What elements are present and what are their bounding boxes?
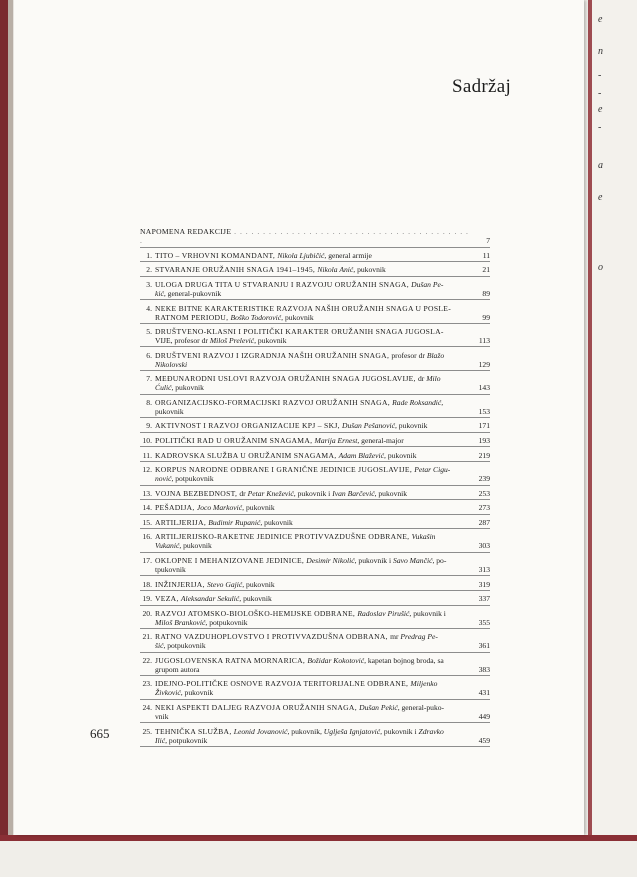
toc-entry-continuation (140, 641, 470, 650)
toc-entry-page: 449 (478, 712, 490, 722)
toc-entry-text: , potpukovnik (163, 641, 206, 651)
toc-entry[interactable] (140, 576, 490, 591)
toc-entry-text: NEKI ASPEKTI DALJEG RAZVOJA ORUŽANIH SNAGA, (155, 703, 360, 713)
toc-entry[interactable] (140, 553, 490, 577)
toc-entry-author: Miloš Prelević (209, 336, 255, 346)
toc-entry-author: Nikola Ljubičić (277, 250, 325, 260)
toc-entry-line (140, 327, 470, 336)
toc-entry-line (140, 656, 470, 665)
toc-entry[interactable] (140, 462, 490, 486)
toc-entry[interactable] (140, 500, 490, 515)
toc-entry-page: 303 (478, 541, 490, 551)
toc-entry-line (140, 727, 470, 736)
toc-entry-continuation (140, 712, 470, 721)
toc-entry-continuation (140, 360, 470, 369)
facing-page-letter: - (598, 88, 602, 99)
toc-entry-number: 6. (146, 350, 152, 360)
toc-entry-line (140, 436, 470, 445)
toc-entry-line (140, 251, 470, 260)
toc-entry-text: NAPOMENA REDAKCIJE (140, 227, 232, 237)
toc-entry-author: Savo Mančić (393, 556, 433, 566)
toc-entry-text: RATNOM PERIODU, (155, 312, 231, 322)
toc-entry-continuation (140, 665, 470, 674)
toc-entry-text: , pukovnik (353, 265, 386, 275)
toc-entry-author: Aleksandar Sekulić (180, 594, 240, 604)
toc-entry-page: 193 (478, 435, 490, 445)
toc-entry-text: VIJE, profesor dr (155, 336, 210, 346)
toc-entry-text: , pukovnik i (380, 726, 419, 736)
toc-entry-text: , general armije (324, 250, 372, 260)
facing-page-letter: e (598, 104, 603, 115)
toc-entry-page: 143 (478, 383, 490, 393)
table-surface (0, 841, 637, 877)
toc-entry-author: Vukašin (411, 532, 436, 542)
toc-entry[interactable] (140, 347, 490, 371)
toc-entry-author: Rade Roksandić (392, 397, 442, 407)
table-of-contents (140, 224, 490, 747)
toc-entry-continuation (140, 289, 470, 298)
toc-entry-author: Ćulić (155, 383, 172, 393)
toc-entry-text: , (441, 397, 444, 407)
toc-entry-text: MEĐUNARODNI USLOVI RAZVOJA ORUŽANIH SNAGA JUGOSLAVIJE, (155, 374, 418, 384)
facing-page-letter: - (598, 122, 602, 133)
toc-entry[interactable] (140, 700, 490, 724)
toc-entry-text: KADROVSKA SLUŽBA U ORUŽANIM SNAGAMA, (155, 450, 339, 460)
toc-entry-number: 7. (146, 374, 152, 384)
toc-entry[interactable] (140, 395, 490, 419)
toc-entry-number: 5. (146, 327, 152, 337)
toc-entry-text: , po- (432, 556, 447, 566)
toc-entry-text: tpukovnik (155, 565, 186, 575)
toc-entry-text: ORGANIZACIJSKO-FORMACIJSKI RAZVOJ ORUŽANIH SNAGA, (155, 397, 393, 407)
toc-entry-text: mr (390, 632, 401, 642)
toc-entry[interactable] (140, 224, 490, 248)
toc-entry-author: Božidar Kokotović (307, 655, 365, 665)
toc-entry-number: 14. (142, 503, 152, 513)
toc-entry-author: Petar Cigu- (414, 465, 451, 475)
toc-entry[interactable] (140, 418, 490, 433)
toc-entry-page: 21 (482, 265, 490, 275)
toc-entry-text: dr (417, 374, 427, 384)
toc-entry-line (140, 532, 470, 541)
toc-entry-text: , pukovnik (242, 503, 275, 513)
toc-entry-author: Adam Blažević (338, 450, 385, 460)
toc-entry-text: KORPUS NARODNE ODBRANE I GRANIČNE JEDINICE JUGOSLAVIJE, (155, 465, 415, 475)
toc-entry-line (140, 465, 470, 474)
toc-entry-number: 2. (146, 265, 152, 275)
toc-entry-text: TITO – VRHOVNI KOMANDANT, (155, 250, 278, 260)
toc-entry-line (140, 580, 470, 589)
facing-page-letter: n (598, 46, 603, 57)
toc-entry-text: PEŠADIJA, (155, 503, 197, 513)
toc-entry-number: 25. (142, 726, 152, 736)
toc-entry-page: 171 (478, 421, 490, 431)
toc-entry-text: ULOGA DRUGA TITA U STVARANJU I RAZVOJU ORUŽANIH SNAGA, (155, 279, 412, 289)
toc-entry-page: 253 (478, 488, 490, 498)
toc-entry-text: grupom autora (155, 664, 200, 674)
toc-entry-continuation (140, 736, 470, 745)
toc-entry-continuation (140, 383, 470, 392)
toc-entry-line (140, 421, 470, 430)
toc-entry-text: OKLOPNE I MEHANIZOVANE JEDINICE, (155, 556, 307, 566)
toc-entry-text: , pukovnik (281, 312, 314, 322)
toc-entry-number: 17. (142, 556, 152, 566)
toc-entry-number: 9. (146, 421, 152, 431)
toc-entry-text: INŽINJERIJA, (155, 579, 207, 589)
toc-entry-page: 337 (478, 594, 490, 604)
toc-entry-text: VOJNA BEZBEDNOST, (155, 488, 240, 498)
toc-entry[interactable] (140, 653, 490, 677)
toc-entry-text: RAZVOJ ATOMSKO-BIOLOŠKO-HEMIJSKE ODBRANE, (155, 608, 358, 618)
toc-entry-text: , pukovnik i (354, 556, 394, 566)
toc-entry-text: , pukovnik (384, 450, 417, 460)
toc-entry[interactable] (140, 723, 490, 747)
toc-entry[interactable] (140, 248, 490, 263)
toc-entry-page: 99 (482, 312, 490, 322)
toc-entry[interactable] (140, 629, 490, 653)
toc-entry-number: 12. (142, 465, 152, 475)
toc-entry-number: 24. (142, 703, 152, 713)
toc-entry-text: , potpukovnik (171, 474, 214, 484)
toc-entry-text: , pukovnik (254, 336, 287, 346)
toc-entry-continuation (140, 618, 470, 627)
toc-entry-author: Predrag Pe- (400, 632, 438, 642)
toc-entry-author: šić (155, 641, 164, 651)
toc-entry-number: 22. (142, 655, 152, 665)
toc-entry-text: , pukovnik (171, 383, 204, 393)
toc-entry-text: , pukovnik i (293, 488, 333, 498)
toc-entry[interactable] (140, 447, 490, 462)
page-title: Sadržaj (452, 76, 512, 97)
toc-entry-text: POLITIČKI RAD U ORUŽANIM SNAGAMA, (155, 435, 315, 445)
toc-entry-author: Dušan Pekić (359, 703, 398, 713)
toc-entry-line (140, 703, 470, 712)
toc-entry-page: 287 (478, 517, 490, 527)
toc-entry-line (140, 374, 470, 383)
toc-entry-line (140, 632, 470, 641)
toc-entry-author: Marija Ernest (314, 435, 358, 445)
toc-entry-author: Dušan Pešanović (342, 421, 395, 431)
toc-entry-text: , pukovnik, (287, 726, 324, 736)
toc-entry-page: 313 (478, 565, 490, 575)
toc-entry-number: 8. (146, 397, 152, 407)
toc-entry-author: Vukanić (155, 541, 180, 551)
toc-entry-text: , pukovnik (374, 488, 408, 498)
toc-entry-text: , pukovnik (260, 517, 293, 527)
toc-entry-number: 19. (142, 594, 152, 604)
toc-entry-continuation (140, 565, 470, 574)
toc-entry[interactable] (140, 262, 490, 277)
toc-entry-number: 13. (142, 488, 152, 498)
toc-entry-text: , pukovnik (180, 688, 214, 698)
toc-entry-number: 11. (142, 450, 152, 460)
toc-entry[interactable] (140, 529, 490, 553)
toc-entry[interactable] (140, 515, 490, 530)
toc-entry-continuation (140, 407, 470, 416)
toc-entry-line (140, 280, 470, 289)
toc-entry-author: Zdravko (418, 726, 444, 736)
toc-entry-text: , potpukovnik (205, 617, 248, 627)
toc-entry-page: 113 (478, 336, 490, 346)
toc-entry-page: 239 (478, 474, 490, 484)
toc-entry-number: 21. (142, 632, 152, 642)
toc-entry-continuation (140, 336, 470, 345)
toc-entry-text: ARTILJERIJSKO-RAKETNE JEDINICE PROTIVVAZDUŠNE ODBRANE, (155, 532, 412, 542)
toc-entry-author: Blažo (426, 350, 445, 360)
toc-entry-line (140, 351, 470, 360)
toc-entry-line (140, 503, 470, 512)
toc-entry-line (140, 518, 470, 527)
toc-entry-line (140, 227, 470, 245)
toc-entry-continuation (140, 541, 470, 550)
toc-entry[interactable] (140, 300, 490, 324)
toc-entry-text: STVARANJE ORUŽANIH SNAGA 1941–1945, (155, 265, 318, 275)
toc-entry[interactable] (140, 277, 490, 301)
toc-entry[interactable] (140, 606, 490, 630)
toc-entry-text: AKTIVNOST I RAZVOJ ORGANIZACIJE KPJ – SKJ, (155, 421, 342, 431)
toc-entry-author: Boško Todorović (230, 312, 282, 322)
toc-entry-text: dr (239, 488, 248, 498)
toc-entry-continuation (140, 688, 470, 697)
toc-entry-text: pukovnik (155, 406, 184, 416)
facing-page-letter: e (598, 14, 603, 25)
toc-entry-line (140, 398, 470, 407)
toc-entry-number: 15. (142, 517, 152, 527)
toc-entry[interactable] (140, 324, 490, 348)
toc-entry-text: , pukovnik i (409, 608, 446, 618)
toc-entry-author: Uglješa Ignjatović (323, 726, 381, 736)
toc-entry-text: DRUŠTVENO-KLASNI I POLITIČKI KARAKTER ORUŽANIH SNAGA JUGOSLA- (155, 327, 444, 337)
toc-entry-author: Nikola Anić (317, 265, 354, 275)
toc-entry-author: Milo (426, 374, 441, 384)
toc-entry-line (140, 594, 470, 603)
toc-entry-text: , general-puko- (397, 703, 445, 713)
toc-entry-author: Živković (155, 688, 181, 698)
toc-entry-text: NEKE BITNE KARAKTERISTIKE RAZVOJA NAŠIH ORUŽANIH SNAGA U POSLE- (155, 303, 452, 313)
book-spine (0, 0, 8, 877)
toc-entry-author: Petar Knežević (247, 488, 294, 498)
toc-entry[interactable] (140, 486, 490, 501)
toc-entry-text: , pukovnik (394, 421, 428, 431)
toc-entry-page: 7 (486, 236, 490, 246)
toc-entry-page: 273 (478, 503, 490, 513)
toc-entry-author: Ivan Barčević (332, 488, 375, 498)
toc-entry-continuation (140, 313, 470, 322)
toc-entry-page: 129 (478, 359, 490, 369)
toc-entry[interactable] (140, 433, 490, 448)
toc-entry-line (140, 304, 470, 313)
toc-entry-page: 459 (478, 735, 490, 745)
toc-entry-text: , pukovnik (179, 541, 212, 551)
contents-page (14, 0, 584, 835)
toc-entry-line (140, 489, 470, 498)
toc-entry-author: Ilić (155, 735, 166, 745)
toc-entry-number: 4. (146, 303, 152, 313)
spine-edge (8, 0, 13, 877)
toc-entry[interactable] (140, 591, 490, 606)
toc-entry-text: , pukovnik (239, 594, 272, 604)
toc-entry-number: 23. (142, 679, 152, 689)
toc-entry-author: Miljenko (410, 679, 438, 689)
toc-entry-number: 3. (146, 279, 152, 289)
toc-entry-page: 383 (478, 664, 490, 674)
facing-page-letter: o (598, 262, 603, 273)
toc-entry-text: ARTILJERIJA, (155, 517, 209, 527)
facing-page-letter: e (598, 192, 603, 203)
page-number: 665 (90, 726, 110, 741)
toc-entry-line (140, 556, 470, 565)
toc-entry-author: Joco Marković (196, 503, 243, 513)
cover-edge (588, 0, 592, 877)
toc-entry-author: Radoslav Pirušić (357, 608, 410, 618)
toc-entry-page: 355 (478, 617, 490, 627)
toc-entry-page: 89 (482, 288, 490, 298)
toc-entry-text: TEHNIČKA SLUŽBA, (155, 726, 234, 736)
toc-entry-number: 16. (142, 532, 152, 542)
toc-entry-text: , general-major (357, 435, 404, 445)
toc-entry-text: , general-pukovnik (163, 288, 222, 298)
toc-entry-author: Leonid Jovanović (233, 726, 288, 736)
toc-entry-page: 153 (478, 406, 490, 416)
toc-entry-text: DRUŠTVENI RAZVOJ I IZGRADNJA NAŠIH ORUŽANIH SNAGA, (155, 350, 392, 360)
toc-entry-text: JUGOSLOVENSKA RATNA MORNARICA, (155, 655, 308, 665)
toc-entry-number: 20. (142, 608, 152, 618)
facing-page-letter: - (598, 70, 602, 81)
toc-entry-page: 361 (478, 641, 490, 651)
toc-entry-author: Nikolovski (155, 359, 188, 369)
toc-entry-page: 319 (478, 579, 490, 589)
toc-entry[interactable] (140, 371, 490, 395)
toc-entry-number: 10. (142, 435, 152, 445)
toc-entry-text: , potpukovnik (165, 735, 208, 745)
toc-entry-text: profesor dr (391, 350, 427, 360)
toc-entry-page: 11 (482, 250, 490, 260)
toc-entry-number: 1. (146, 250, 152, 260)
toc-entry-author: nović (155, 474, 172, 484)
toc-entry-text: RATNO VAZDUHOPLOVSTVO I PROTIVVAZDUŠNA ODBRANA, (155, 632, 391, 642)
toc-entry-text: vnik (155, 712, 169, 722)
toc-entry-author: Miloš Branković (155, 617, 206, 627)
toc-entry-author: Desimir Nikolić (306, 556, 355, 566)
toc-entry-page: 431 (478, 688, 490, 698)
toc-entry-author: kić (155, 288, 164, 298)
toc-entry-line (140, 609, 470, 618)
toc-entry-author: Dušan Pe- (411, 279, 444, 289)
toc-entry[interactable] (140, 676, 490, 700)
toc-entry-number: 18. (142, 579, 152, 589)
toc-entry-line (140, 265, 470, 274)
toc-entry-page: 219 (478, 450, 490, 460)
toc-entry-text: , pukovnik (242, 579, 275, 589)
facing-page-letter: a (598, 160, 603, 171)
toc-entry-author: Stevo Gajić (207, 579, 243, 589)
toc-entry-text: VEZA, (155, 594, 181, 604)
toc-entry-text: IDEJNO-POLITIČKE OSNOVE RAZVOJA TERITORIJALNE ODBRANE, (155, 679, 411, 689)
toc-entry-author: Budimir Rupanić (208, 517, 261, 527)
toc-entry-continuation (140, 474, 470, 483)
toc-entry-text: , kapetan bojnog broda, sa (364, 655, 444, 665)
toc-entry-line (140, 451, 470, 460)
